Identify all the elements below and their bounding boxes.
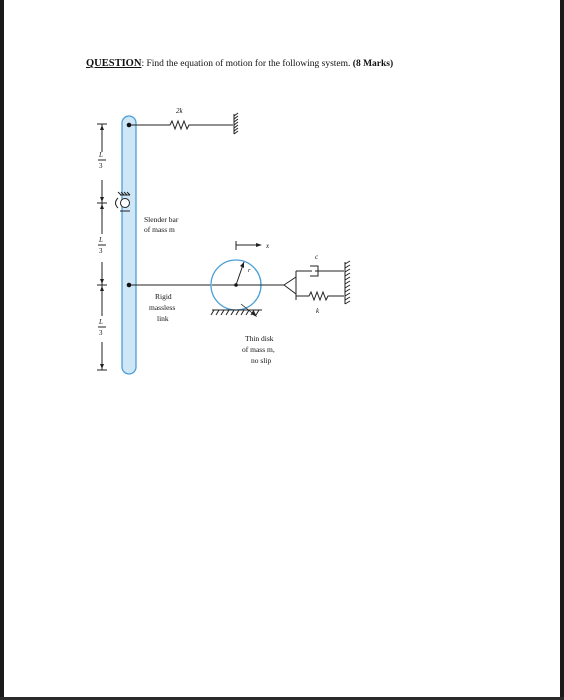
dim-1-numerator: L <box>99 151 103 159</box>
damper <box>296 266 344 276</box>
bar-top-pin <box>127 123 132 128</box>
x-label: x <box>266 242 270 250</box>
top-spring-label: 2k <box>176 107 183 115</box>
bar-link-pin <box>127 283 132 288</box>
disk-label-line1: Thin disk <box>245 334 274 343</box>
link-label-line1: Rigid <box>155 292 172 301</box>
question-body: : Find the equation of motion for the following system. <box>141 59 353 69</box>
question-label: QUESTION <box>86 58 142 69</box>
question-marks: (8 Marks) <box>352 59 394 69</box>
dim-2-numerator: L <box>99 236 103 244</box>
top-spring <box>131 121 233 129</box>
right-spring <box>296 292 344 300</box>
radius-label: r <box>248 267 251 274</box>
bar-label-line1: Slender bar <box>144 215 179 224</box>
dim-2-denominator: 3 <box>99 247 103 255</box>
dim-1-denominator: 3 <box>99 162 103 170</box>
right-connector <box>266 271 296 300</box>
link-label-line2: massless <box>149 303 176 312</box>
link-label-line3: link <box>157 314 169 323</box>
top-wall <box>234 113 238 134</box>
dim-3-numerator: L <box>99 318 103 326</box>
slender-bar <box>122 116 136 374</box>
dim-3-denominator: 3 <box>99 329 103 337</box>
disk-label-line2: of mass m, <box>242 345 275 354</box>
right-wall <box>345 261 350 304</box>
damper-label: c <box>315 253 319 261</box>
x-arrowhead <box>256 243 262 247</box>
bar-label-line2: of mass m <box>144 225 175 234</box>
x-arrow <box>236 241 258 250</box>
disk-label-line3: no slip <box>251 356 272 365</box>
right-spring-label: k <box>316 307 320 315</box>
